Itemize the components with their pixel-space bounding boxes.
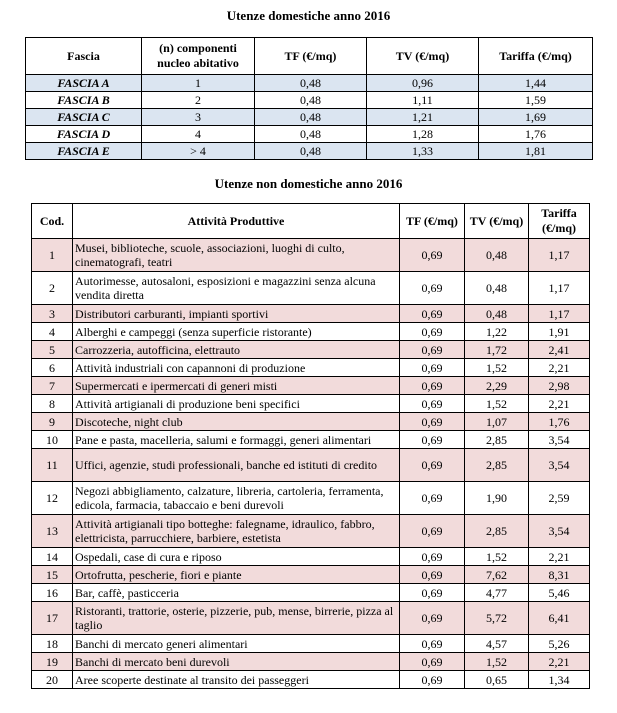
cod-cell: 16: [32, 584, 73, 602]
table-row: [26, 92, 593, 109]
tv-cell: 1,52: [465, 395, 529, 413]
domestic-header-row: [26, 38, 593, 75]
tf-cell: 0,69: [400, 515, 465, 548]
tv-cell: 4,57: [465, 635, 529, 653]
tariffa-cell: 1,34: [529, 671, 590, 689]
table-row: [32, 548, 590, 566]
attivita-cell: Distributori carburanti, impianti sportivi: [73, 305, 400, 323]
domestic-table: [25, 37, 593, 160]
tf-cell: 0,69: [400, 602, 465, 635]
cod-cell: 2: [32, 272, 73, 305]
cod-cell: 12: [32, 482, 73, 515]
header-fascia: Fascia: [26, 38, 142, 75]
tv-cell: 4,77: [465, 584, 529, 602]
tf-cell: 0,69: [400, 449, 465, 482]
tv-cell: 1,21: [367, 109, 479, 126]
tv-cell: 1,52: [465, 359, 529, 377]
tf-cell: 0,69: [400, 548, 465, 566]
cod-cell: 8: [32, 395, 73, 413]
tariffa-cell: 1,69: [479, 109, 593, 126]
tv-cell: 1,22: [465, 323, 529, 341]
table-row: [26, 126, 593, 143]
tf-cell: 0,69: [400, 395, 465, 413]
tf-cell: 0,48: [255, 92, 367, 109]
tf-cell: 0,48: [255, 126, 367, 143]
tf-cell: 0,69: [400, 377, 465, 395]
tv-cell: 1,28: [367, 126, 479, 143]
table-row: [32, 431, 590, 449]
tariffa-cell: 5,26: [529, 635, 590, 653]
attivita-cell: Attività industriali con capannoni di produzione: [73, 359, 400, 377]
header-componenti-line2: nucleo abitativo: [157, 56, 239, 70]
tv-cell: 0,48: [465, 272, 529, 305]
table-row: [32, 653, 590, 671]
tv-cell: 2,85: [465, 449, 529, 482]
tariffa-cell: 1,17: [529, 239, 590, 272]
tv-cell: 1,33: [367, 143, 479, 160]
tariffa-cell: 2,98: [529, 377, 590, 395]
tv-cell: 1,52: [465, 548, 529, 566]
table-row: [26, 143, 593, 160]
fascia-cell: FASCIA D: [26, 126, 142, 143]
tf-cell: 0,69: [400, 341, 465, 359]
attivita-cell: Ristoranti, trattorie, osterie, pizzerie, pub, mense, birrerie, pizza al taglio: [73, 602, 400, 635]
attivita-cell: Ospedali, case di cura e riposo: [73, 548, 400, 566]
tf-cell: 0,48: [255, 143, 367, 160]
table-row: [32, 305, 590, 323]
tariffa-cell: 3,54: [529, 449, 590, 482]
tv-cell: 0,96: [367, 75, 479, 92]
attivita-cell: Musei, biblioteche, scuole, associazioni, luoghi di culto, cinematografi, teatri: [73, 239, 400, 272]
cod-cell: 1: [32, 239, 73, 272]
tf-cell: 0,69: [400, 482, 465, 515]
cod-cell: 19: [32, 653, 73, 671]
tv-cell: 0,48: [465, 239, 529, 272]
tariffa-cell: 1,81: [479, 143, 593, 160]
domestic-title: Utenze domestiche anno 2016: [226, 8, 391, 23]
tf-cell: 0,48: [255, 109, 367, 126]
header-tariffa-line2: (€/mq): [542, 221, 576, 235]
table-row: [32, 635, 590, 653]
tf-cell: 0,69: [400, 359, 465, 377]
attivita-cell: Banchi di mercato generi alimentari: [73, 635, 400, 653]
header-tv: TV (€/mq): [465, 204, 529, 239]
tf-cell: 0,69: [400, 239, 465, 272]
cod-cell: 17: [32, 602, 73, 635]
tv-cell: 1,11: [367, 92, 479, 109]
attivita-cell: Ortofrutta, pescherie, fiori e piante: [73, 566, 400, 584]
tf-cell: 0,48: [255, 75, 367, 92]
tariffa-cell: 2,21: [529, 359, 590, 377]
table-row: [32, 413, 590, 431]
tf-cell: 0,69: [400, 431, 465, 449]
tariffa-cell: 2,59: [529, 482, 590, 515]
tariffa-cell: 1,76: [529, 413, 590, 431]
tariffa-cell: 1,17: [529, 305, 590, 323]
tariffa-cell: 5,46: [529, 584, 590, 602]
tv-cell: 1,52: [465, 653, 529, 671]
tv-cell: 1,07: [465, 413, 529, 431]
tf-cell: 0,69: [400, 671, 465, 689]
componenti-cell: 1: [142, 75, 255, 92]
componenti-cell: 2: [142, 92, 255, 109]
header-componenti-line1: (n) componenti: [159, 41, 237, 55]
cod-cell: 13: [32, 515, 73, 548]
tv-cell: 7,62: [465, 566, 529, 584]
tariffa-cell: 3,54: [529, 515, 590, 548]
attivita-cell: Uffici, agenzie, studi professionali, banche ed istituti di credito: [73, 449, 400, 482]
header-tariffa-line1: Tariffa: [541, 206, 577, 220]
attivita-cell: Pane e pasta, macelleria, salumi e formaggi, generi alimentari: [73, 431, 400, 449]
header-componenti: [142, 38, 255, 75]
cod-cell: 9: [32, 413, 73, 431]
cod-cell: 7: [32, 377, 73, 395]
componenti-cell: 4: [142, 126, 255, 143]
attivita-cell: Attività artigianali di produzione beni specifici: [73, 395, 400, 413]
attivita-cell: Carrozzeria, autofficina, elettrauto: [73, 341, 400, 359]
tf-cell: 0,69: [400, 413, 465, 431]
attivita-cell: Aree scoperte destinate al transito dei passeggeri: [73, 671, 400, 689]
header-tariffa: [529, 204, 590, 239]
cod-cell: 20: [32, 671, 73, 689]
tariffa-cell: 2,41: [529, 341, 590, 359]
tariffa-cell: 2,21: [529, 548, 590, 566]
cod-cell: 18: [32, 635, 73, 653]
attivita-cell: Autorimesse, autosaloni, esposizioni e magazzini senza alcuna vendita diretta: [73, 272, 400, 305]
table-row: [32, 482, 590, 515]
cod-cell: 14: [32, 548, 73, 566]
cod-cell: 5: [32, 341, 73, 359]
table-row: [32, 584, 590, 602]
tv-cell: 5,72: [465, 602, 529, 635]
tv-cell: 0,48: [465, 305, 529, 323]
fascia-cell: FASCIA E: [26, 143, 142, 160]
tariffa-cell: 3,54: [529, 431, 590, 449]
header-tv: TV (€/mq): [367, 38, 479, 75]
table-row: [26, 75, 593, 92]
tariffa-cell: 1,59: [479, 92, 593, 109]
tariffa-cell: 1,76: [479, 126, 593, 143]
attivita-cell: Supermercati e ipermercati di generi misti: [73, 377, 400, 395]
header-cod: Cod.: [32, 204, 73, 239]
componenti-cell: > 4: [142, 143, 255, 160]
header-tf: TF (€/mq): [400, 204, 465, 239]
table-row: [32, 272, 590, 305]
attivita-cell: Bar, caffè, pasticceria: [73, 584, 400, 602]
tf-cell: 0,69: [400, 653, 465, 671]
fascia-cell: FASCIA A: [26, 75, 142, 92]
tv-cell: 2,29: [465, 377, 529, 395]
non-domestic-header-row: [32, 204, 590, 239]
table-row: [32, 395, 590, 413]
componenti-cell: 3: [142, 109, 255, 126]
fascia-cell: FASCIA B: [26, 92, 142, 109]
table-row: [32, 359, 590, 377]
tv-cell: 2,85: [465, 431, 529, 449]
tf-cell: 0,69: [400, 635, 465, 653]
table-row: [32, 323, 590, 341]
table-row: [32, 341, 590, 359]
table-row: [32, 239, 590, 272]
cod-cell: 10: [32, 431, 73, 449]
tf-cell: 0,69: [400, 584, 465, 602]
tf-cell: 0,69: [400, 323, 465, 341]
tariffa-cell: 8,31: [529, 566, 590, 584]
table-row: [32, 671, 590, 689]
tariffa-cell: 2,21: [529, 395, 590, 413]
tv-cell: 0,65: [465, 671, 529, 689]
tv-cell: 1,90: [465, 482, 529, 515]
tv-cell: 1,72: [465, 341, 529, 359]
tariffa-cell: 2,21: [529, 653, 590, 671]
header-tariffa: Tariffa (€/mq): [479, 38, 593, 75]
cod-cell: 11: [32, 449, 73, 482]
attivita-cell: Attività artigianali tipo botteghe: falegname, idraulico, fabbro, elettricista, parrucchiere, barbiere, estetista: [73, 515, 400, 548]
tf-cell: 0,69: [400, 272, 465, 305]
table-row: [32, 449, 590, 482]
table-row: [32, 602, 590, 635]
tariffa-cell: 1,91: [529, 323, 590, 341]
non-domestic-table: [31, 203, 590, 689]
header-attivita: Attività Produttive: [73, 204, 400, 239]
header-tf: TF (€/mq): [255, 38, 367, 75]
tf-cell: 0,69: [400, 566, 465, 584]
attivita-cell: Negozi abbigliamento, calzature, libreria, cartoleria, ferramenta, edicola, farmacia, tabaccaio e beni durevoli: [73, 482, 400, 515]
attivita-cell: Discoteche, night club: [73, 413, 400, 431]
tariffa-cell: 1,17: [529, 272, 590, 305]
tf-cell: 0,69: [400, 305, 465, 323]
non-domestic-title: Utenze non domestiche anno 2016: [214, 176, 403, 191]
cod-cell: 4: [32, 323, 73, 341]
cod-cell: 6: [32, 359, 73, 377]
tv-cell: 2,85: [465, 515, 529, 548]
cod-cell: 15: [32, 566, 73, 584]
tariffa-cell: 6,41: [529, 602, 590, 635]
table-row: [26, 109, 593, 126]
attivita-cell: Alberghi e campeggi (senza superficie ristorante): [73, 323, 400, 341]
tariffa-cell: 1,44: [479, 75, 593, 92]
table-row: [32, 515, 590, 548]
table-row: [32, 377, 590, 395]
table-row: [32, 566, 590, 584]
attivita-cell: Banchi di mercato beni durevoli: [73, 653, 400, 671]
fascia-cell: FASCIA C: [26, 109, 142, 126]
cod-cell: 3: [32, 305, 73, 323]
